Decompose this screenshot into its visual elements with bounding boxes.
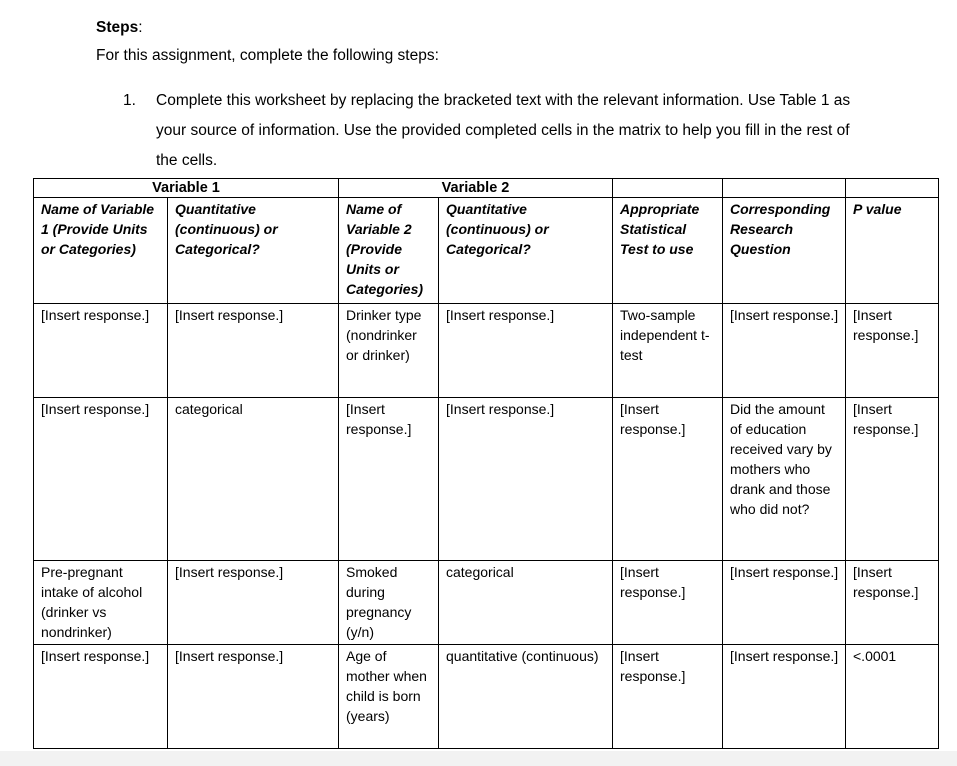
table-cell[interactable]: [Insert response.] — [168, 304, 339, 398]
group-header-empty-3 — [846, 179, 939, 198]
intro-paragraph: For this assignment, complete the following steps: — [96, 47, 439, 64]
table-cell[interactable]: Two-sample independent t-test — [613, 304, 723, 398]
table-cell[interactable]: [Insert response.] — [439, 398, 613, 561]
numbered-list-item — [123, 86, 864, 176]
table-cell[interactable]: Pre-pregnant intake of alcohol (drinker vs nondrinker) — [34, 561, 168, 645]
table-cell[interactable]: [Insert response.] — [168, 645, 339, 749]
table-cell[interactable]: [Insert response.] — [846, 398, 939, 561]
table-cell[interactable]: [Insert response.] — [439, 304, 613, 398]
table-cell[interactable]: [Insert response.] — [723, 645, 846, 749]
table-cell[interactable]: [Insert response.] — [723, 561, 846, 645]
table-cell[interactable]: Smoked during pregnancy (y/n) — [339, 561, 439, 645]
table-row — [34, 304, 939, 398]
table-row — [34, 561, 939, 645]
column-header-p-value: P value — [846, 198, 939, 304]
group-header-variable-1: Variable 1 — [34, 179, 339, 198]
table-group-header-row — [34, 179, 939, 198]
table-cell[interactable]: quantitative (continuous) — [439, 645, 613, 749]
table-cell[interactable]: [Insert response.] — [613, 398, 723, 561]
table-row — [34, 398, 939, 561]
table-cell[interactable]: [Insert response.] — [34, 645, 168, 749]
table-cell[interactable]: [Insert response.] — [613, 561, 723, 645]
steps-heading-colon: : — [138, 19, 143, 36]
worksheet-table — [33, 178, 939, 749]
group-header-empty-1 — [613, 179, 723, 198]
table-cell[interactable]: [Insert response.] — [34, 304, 168, 398]
table-cell[interactable]: categorical — [439, 561, 613, 645]
table-cell[interactable]: Age of mother when child is born (years) — [339, 645, 439, 749]
table-cell[interactable]: Did the amount of education received vary by mothers who drank and those who did not? — [723, 398, 846, 561]
table-cell[interactable]: [Insert response.] — [846, 561, 939, 645]
column-header-name-variable-1: Name of Variable 1 (Provide Units or Categories) — [34, 198, 168, 304]
table-cell[interactable]: categorical — [168, 398, 339, 561]
list-item-number: 1. — [123, 92, 136, 109]
column-header-quant-cat-1: Quantitative (continuous) or Categorical? — [168, 198, 339, 304]
column-header-name-variable-2: Name of Variable 2 (Provide Units or Categories) — [339, 198, 439, 304]
table-cell[interactable]: [Insert response.] — [339, 398, 439, 561]
page-edge-strip — [0, 751, 957, 766]
table-cell[interactable]: [Insert response.] — [613, 645, 723, 749]
list-item-text: Complete this worksheet by replacing the bracketed text with the relevant information. Use Table 1 as your source of information. Use the provided completed cells in the matrix to help you fill in the rest of the cells. — [156, 92, 851, 169]
steps-heading — [96, 16, 143, 40]
steps-heading-word: Steps — [96, 19, 139, 36]
column-header-statistical-test: Appropriate Statistical Test to use — [613, 198, 723, 304]
table-column-header-row — [34, 198, 939, 304]
table-cell[interactable]: <.0001 — [846, 645, 939, 749]
table-cell[interactable]: [Insert response.] — [34, 398, 168, 561]
table-cell[interactable]: [Insert response.] — [846, 304, 939, 398]
table-cell[interactable]: [Insert response.] — [168, 561, 339, 645]
table-cell[interactable]: Drinker type (nondrinker or drinker) — [339, 304, 439, 398]
group-header-empty-2 — [723, 179, 846, 198]
group-header-variable-2: Variable 2 — [339, 179, 613, 198]
column-header-research-question: Corresponding Research Question — [723, 198, 846, 304]
table-cell[interactable]: [Insert response.] — [723, 304, 846, 398]
column-header-quant-cat-2: Quantitative (continuous) or Categorical? — [439, 198, 613, 304]
table-row — [34, 645, 939, 749]
